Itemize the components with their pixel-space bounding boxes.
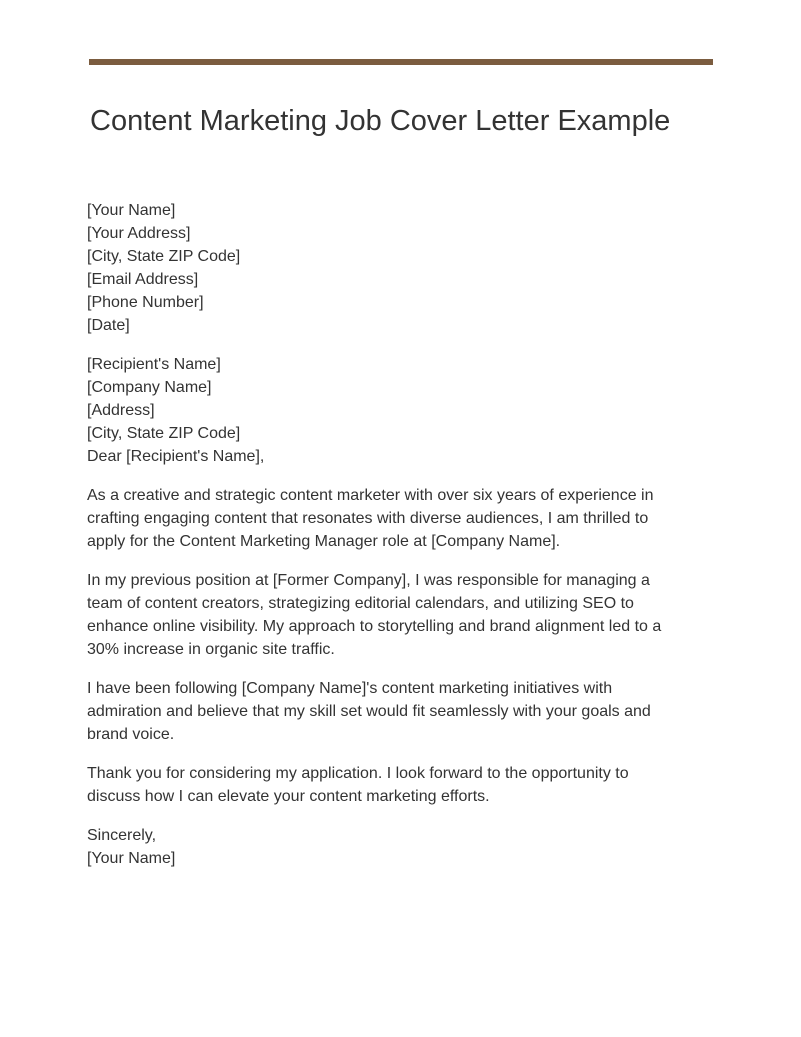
paragraph-line: admiration and believe that my skill set would fit seamlessly with your goals and [87,703,651,720]
paragraph-line: I have been following [Company Name]'s content marketing initiatives with [87,680,613,697]
paragraph-line: crafting engaging content that resonates with diverse audiences, I am thrilled to [87,510,649,527]
letter-date: [Date] [87,317,130,334]
signature-name: [Your Name] [87,850,176,867]
recipient-city-state-zip: [City, State ZIP Code] [87,425,241,442]
paragraph-line: enhance online visibility. My approach to storytelling and brand alignment led to a [87,618,662,635]
paragraph-line: In my previous position at [Former Company], I was responsible for managing a [87,572,650,589]
salutation: Dear [Recipient's Name], [87,448,265,465]
body-paragraph [87,762,687,808]
paragraph-line: 30% increase in organic site traffic. [87,641,335,658]
paragraph-line: team of content creators, strategizing editorial calendars, and utilizing SEO to [87,595,634,612]
body-paragraph [87,569,687,661]
sender-email: [Email Address] [87,271,199,288]
sender-address: [Your Address] [87,225,191,242]
paragraph-line: apply for the Content Marketing Manager role at [Company Name]. [87,533,561,550]
page-title: Content Marketing Job Cover Letter Example [90,105,671,137]
recipient-name: [Recipient's Name] [87,356,221,373]
recipient-company: [Company Name] [87,379,212,396]
body-paragraph [87,484,687,553]
top-divider [89,59,713,65]
paragraph-line: Thank you for considering my application. I look forward to the opportunity to [87,765,629,782]
body-paragraph [87,677,687,746]
cover-letter-body [87,199,687,870]
sender-address-block [87,199,687,337]
recipient-address: [Address] [87,402,155,419]
closing-block [87,824,687,870]
paragraph-line: discuss how I can elevate your content marketing efforts. [87,788,490,805]
paragraph-line: brand voice. [87,726,175,743]
sender-city-state-zip: [City, State ZIP Code] [87,248,241,265]
closing: Sincerely, [87,827,157,844]
recipient-address-block [87,353,687,468]
paragraph-line: As a creative and strategic content marketer with over six years of experience in [87,487,654,504]
sender-name: [Your Name] [87,202,176,219]
sender-phone: [Phone Number] [87,294,204,311]
